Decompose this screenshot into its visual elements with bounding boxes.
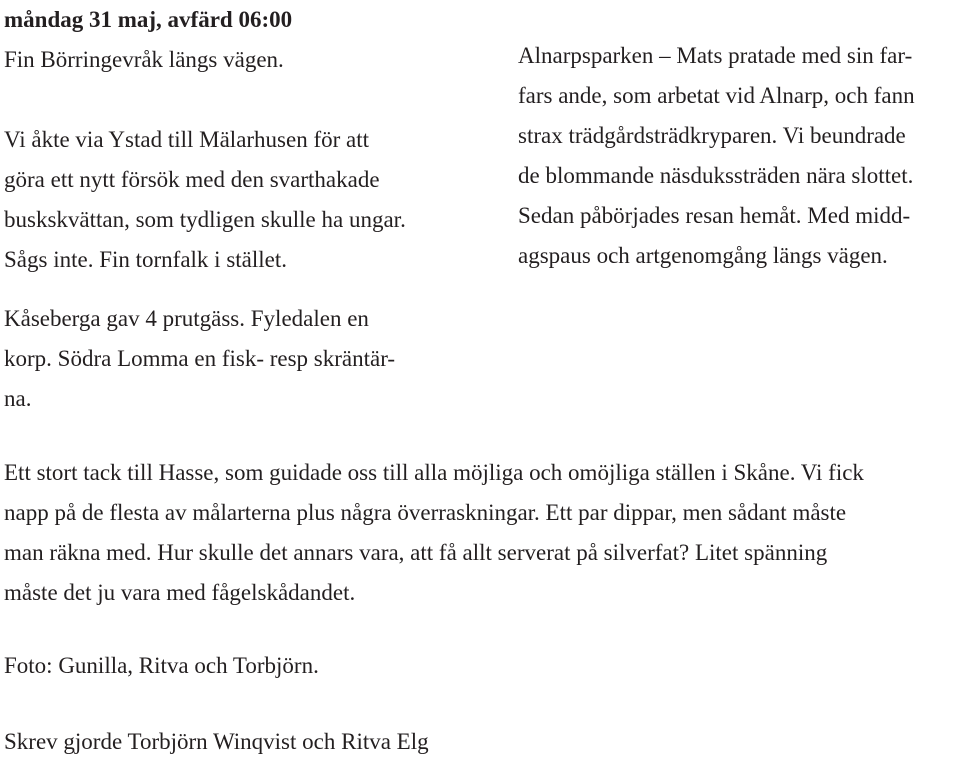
left-line-1: Fin Börringevråk längs vägen. bbox=[4, 47, 284, 72]
left-line-6: Sågs inte. Fin tornfalk i stället. bbox=[4, 247, 287, 272]
left-line-4: göra ett nytt försök med den svarthakade bbox=[4, 167, 380, 192]
right-column bbox=[518, 36, 915, 276]
author-credit-text: Skrev gjorde Torbjörn Winqvist och Ritva Elg bbox=[4, 729, 429, 754]
middle-line-1: Kåseberga gav 4 prutgäss. Fyledalen en bbox=[4, 306, 369, 331]
right-line-6: agspaus och artgenomgång längs vägen. bbox=[518, 243, 888, 268]
right-line-3: strax trädgårdsträdkryparen. Vi beundrade bbox=[518, 123, 906, 148]
middle-line-2: korp. Södra Lomma en fisk- resp skräntär- bbox=[4, 346, 396, 371]
left-line-5: buskskvättan, som tydligen skulle ha ungar. bbox=[4, 207, 406, 232]
thanks-line-1: Ett stort tack till Hasse, som guidade oss till alla möjliga och omöjliga ställen i Skåne. Vi fick bbox=[4, 460, 864, 485]
left-line-3: Vi åkte via Ystad till Mälarhusen för att bbox=[4, 127, 370, 152]
photo-credit bbox=[4, 646, 319, 686]
thanks-paragraph bbox=[4, 453, 864, 613]
thanks-line-4: måste det ju vara med fågelskådandet. bbox=[4, 580, 356, 605]
middle-paragraph bbox=[4, 299, 395, 419]
left-line-2 bbox=[4, 80, 406, 120]
left-column bbox=[4, 0, 406, 280]
thanks-line-2: napp på de flesta av målarterna plus några överraskningar. Ett par dippar, men sådant måste bbox=[4, 500, 847, 525]
right-line-1: Alnarpsparken – Mats pratade med sin far- bbox=[518, 43, 913, 68]
day-heading: måndag 31 maj, avfärd 06:00 bbox=[4, 7, 293, 32]
right-line-2: fars ande, som arbetat vid Alnarp, och fann bbox=[518, 83, 915, 108]
right-line-5: Sedan påbörjades resan hemåt. Med midd- bbox=[518, 203, 911, 228]
middle-line-3: na. bbox=[4, 386, 32, 411]
photo-credit-text: Foto: Gunilla, Ritva och Torbjörn. bbox=[4, 653, 319, 678]
thanks-line-3: man räkna med. Hur skulle det annars vara, att få allt serverat på silverfat? Litet spänning bbox=[4, 540, 828, 565]
right-line-4: de blommande näsdukssträden nära slottet. bbox=[518, 163, 914, 188]
author-credit bbox=[4, 722, 429, 762]
